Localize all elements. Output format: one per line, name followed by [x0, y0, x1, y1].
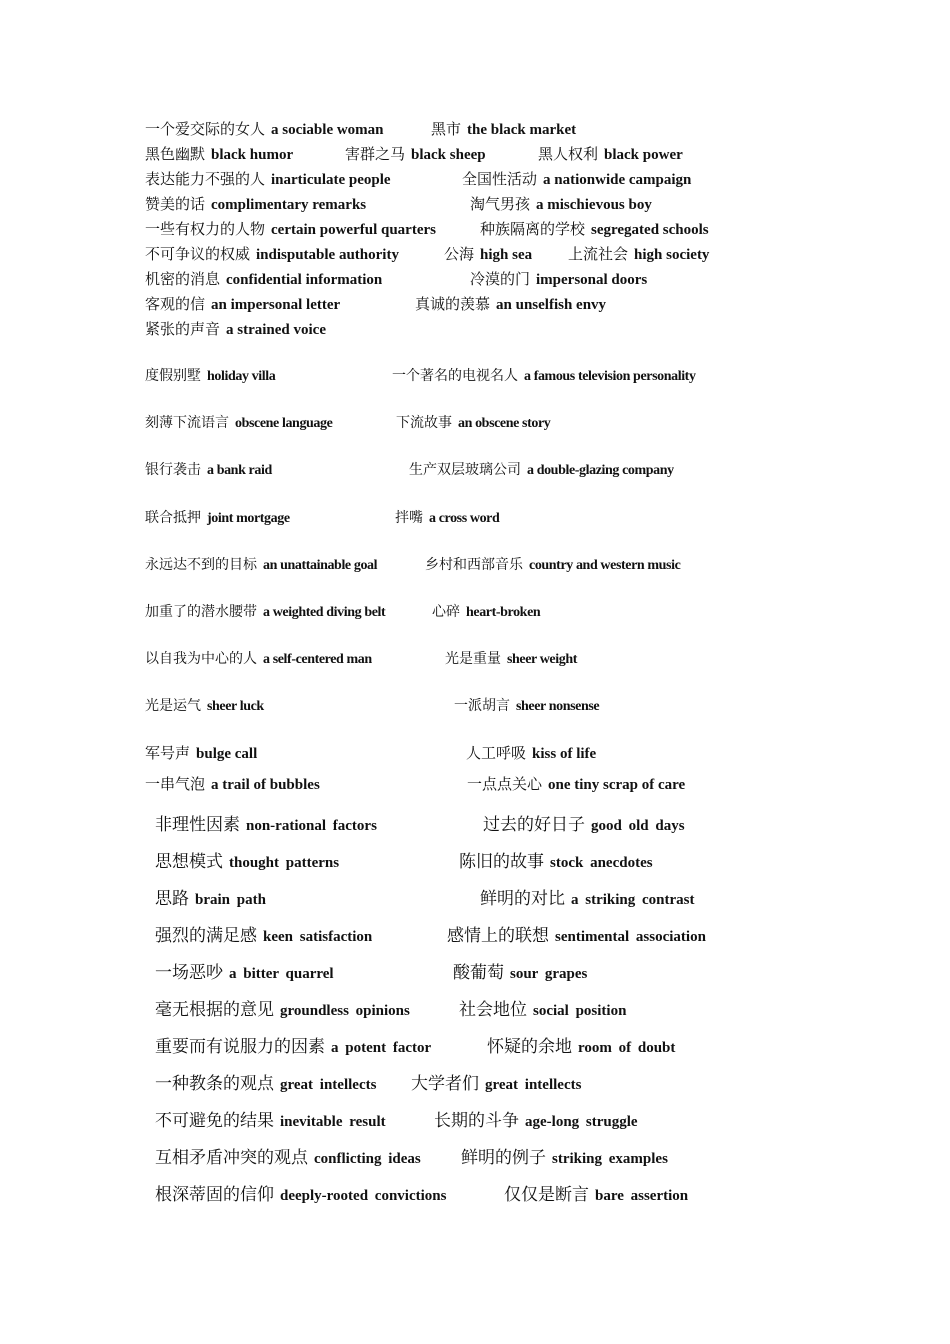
vocab-pair [155, 958, 334, 983]
vocab-line [0, 742, 950, 766]
english-term: inevitable result [280, 1114, 386, 1130]
vocab-pair [453, 958, 587, 983]
vocab-pair [470, 268, 647, 289]
vocab-line [0, 143, 950, 167]
vocab-line [0, 695, 950, 719]
chinese-term: 机密的消息 [145, 270, 221, 288]
vocab-pair [454, 695, 599, 715]
chinese-term: 黑人权利 [538, 145, 599, 163]
vocab-pair [155, 1069, 376, 1094]
vocab-pair [145, 695, 264, 715]
vocab-pair [145, 412, 332, 432]
vocab-line [0, 1069, 950, 1093]
english-term: a bitter quarrel [229, 966, 334, 982]
chinese-term: 害群之马 [345, 145, 406, 163]
vocab-pair [425, 554, 680, 574]
vocab-line [0, 773, 950, 797]
english-term: a mischievous boy [536, 197, 652, 213]
vocab-pair [155, 884, 266, 909]
chinese-term: 不可争议的权威 [145, 245, 251, 263]
vocab-pair [480, 884, 695, 909]
chinese-term: 心碎 [432, 604, 460, 620]
english-term: deeply-rooted convictions [280, 1188, 447, 1204]
vocab-line [0, 193, 950, 217]
english-term: non-rational factors [246, 818, 377, 834]
english-term: great intellects [485, 1077, 582, 1093]
vocab-pair [396, 412, 550, 432]
chinese-term: 一串气泡 [145, 775, 206, 793]
vocab-pair [483, 810, 685, 835]
chinese-term: 生产双层玻璃公司 [409, 462, 521, 478]
vocab-pair [434, 1106, 638, 1131]
vocab-pair [145, 773, 320, 794]
vocab-line [0, 1143, 950, 1167]
vocab-line [0, 921, 950, 945]
chinese-term: 思路 [155, 889, 189, 909]
chinese-term: 冷漠的门 [470, 270, 531, 288]
chinese-term: 一个爱交际的女人 [145, 120, 266, 138]
vocab-pair [445, 648, 577, 668]
vocab-line [0, 1180, 950, 1204]
english-term: bare assertion [595, 1188, 689, 1204]
vocab-pair [145, 168, 391, 189]
chinese-term: 黑色幽默 [145, 145, 206, 163]
vocab-pair [462, 168, 691, 189]
english-term: a sociable woman [271, 122, 384, 138]
vocab-pair [155, 810, 377, 835]
vocab-pair [411, 1069, 581, 1094]
english-term: a trail of bubbles [211, 777, 320, 793]
english-term: an impersonal letter [211, 297, 341, 313]
english-term: black sheep [411, 147, 486, 163]
english-term: bulge call [196, 746, 258, 762]
chinese-term: 一些有权力的人物 [145, 220, 266, 238]
english-term: obscene language [235, 416, 333, 431]
english-term: a bank raid [207, 463, 272, 478]
english-term: black humor [211, 147, 294, 163]
english-term: brain path [195, 892, 266, 908]
english-term: sentimental association [555, 929, 706, 945]
vocab-line [0, 168, 950, 192]
english-term: sheer weight [507, 652, 577, 667]
vocab-pair [504, 1180, 688, 1205]
chinese-term: 人工呼吸 [466, 744, 527, 762]
vocab-pair [395, 507, 499, 527]
english-term: an obscene story [458, 416, 551, 431]
vocab-pair [145, 218, 436, 239]
vocab-line [0, 293, 950, 317]
english-term: an unattainable goal [263, 558, 378, 573]
english-term: sheer nonsense [516, 699, 600, 714]
chinese-term: 仅仅是断言 [504, 1185, 589, 1205]
vocab-pair [155, 1143, 421, 1168]
english-term: groundless opinions [280, 1003, 410, 1019]
chinese-term: 以自我为中心的人 [145, 651, 257, 667]
vocab-pair [431, 118, 576, 139]
vocab-pair [145, 243, 399, 264]
vocab-pair [466, 742, 596, 763]
chinese-term: 光是重量 [445, 651, 501, 667]
vocab-pair [155, 1106, 386, 1131]
vocab-line [0, 847, 950, 871]
vocab-pair [145, 118, 384, 139]
english-term: sheer luck [207, 699, 264, 714]
chinese-term: 思想模式 [155, 852, 223, 872]
vocab-pair [538, 143, 683, 164]
chinese-term: 感情上的联想 [447, 926, 549, 946]
vocab-pair [487, 1032, 675, 1057]
vocab-pair [461, 1143, 668, 1168]
chinese-term: 非理性因素 [155, 815, 240, 835]
chinese-term: 表达能力不强的人 [145, 170, 266, 188]
english-term: a famous television personality [524, 369, 696, 384]
vocab-line [0, 507, 950, 531]
chinese-term: 种族隔离的学校 [480, 220, 586, 238]
chinese-term: 鲜明的对比 [480, 889, 565, 909]
vocab-line [0, 648, 950, 672]
vocab-pair [155, 921, 372, 946]
english-term: sour grapes [510, 966, 588, 982]
vocab-pair [459, 847, 653, 872]
chinese-term: 赞美的话 [145, 195, 206, 213]
chinese-term: 加重了的潜水腰带 [145, 604, 257, 620]
vocab-pair [467, 773, 685, 794]
vocab-pair [155, 1180, 446, 1205]
chinese-term: 乡村和西部音乐 [425, 557, 523, 573]
chinese-term: 大学者们 [411, 1074, 479, 1094]
english-term: room of doubt [578, 1040, 676, 1056]
english-term: segregated schools [591, 222, 709, 238]
english-term: conflicting ideas [314, 1151, 421, 1167]
english-term: high sea [480, 247, 533, 263]
english-term: joint mortgage [207, 511, 290, 526]
english-term: impersonal doors [536, 272, 648, 288]
chinese-term: 酸葡萄 [453, 963, 504, 983]
chinese-term: 度假别墅 [145, 368, 201, 384]
english-term: one tiny scrap of care [548, 777, 686, 793]
vocab-pair [444, 243, 532, 264]
vocab-pair [155, 1032, 431, 1057]
english-term: complimentary remarks [211, 197, 367, 213]
english-term: a nationwide campaign [543, 172, 692, 188]
english-term: social position [533, 1003, 627, 1019]
vocab-pair [568, 243, 709, 264]
chinese-term: 黑市 [431, 120, 462, 138]
chinese-term: 一个著名的电视名人 [392, 368, 518, 384]
english-term: age-long struggle [525, 1114, 638, 1130]
vocab-pair [145, 601, 385, 621]
english-term: great intellects [280, 1077, 377, 1093]
english-term: good old days [591, 818, 685, 834]
vocab-pair [145, 365, 275, 385]
vocab-pair [470, 193, 652, 214]
chinese-term: 重要而有说服力的因素 [155, 1037, 325, 1057]
english-term: country and western music [529, 558, 681, 573]
vocab-pair [145, 648, 372, 668]
chinese-term: 紧张的声音 [145, 320, 221, 338]
vocab-pair [145, 143, 293, 164]
english-term: striking examples [552, 1151, 668, 1167]
vocab-line [0, 554, 950, 578]
chinese-term: 联合抵押 [145, 510, 201, 526]
vocab-line [0, 601, 950, 625]
english-term: black power [604, 147, 683, 163]
english-term: indisputable authority [256, 247, 399, 263]
chinese-term: 军号声 [145, 744, 191, 762]
english-term: a cross word [429, 511, 500, 526]
english-term: inarticulate people [271, 172, 391, 188]
vocab-pair [480, 218, 709, 239]
english-term: a double-glazing company [527, 463, 674, 478]
chinese-term: 根深蒂固的信仰 [155, 1185, 274, 1205]
chinese-term: 一派胡言 [454, 698, 510, 714]
english-term: stock anecdotes [550, 855, 653, 871]
vocab-line [0, 995, 950, 1019]
vocab-line [0, 459, 950, 483]
chinese-term: 上流社会 [568, 245, 629, 263]
chinese-term: 长期的斗争 [434, 1111, 519, 1131]
chinese-term: 强烈的满足感 [155, 926, 257, 946]
chinese-term: 光是运气 [145, 698, 201, 714]
english-term: a weighted diving belt [263, 605, 386, 620]
vocab-line [0, 243, 950, 267]
english-term: a potent factor [331, 1040, 432, 1056]
chinese-term: 一种教条的观点 [155, 1074, 274, 1094]
vocab-pair [345, 143, 486, 164]
vocab-pair [409, 459, 674, 479]
english-term: a strained voice [226, 322, 326, 338]
vocab-pair [145, 459, 272, 479]
vocab-line [0, 1032, 950, 1056]
english-term: confidential information [226, 272, 383, 288]
chinese-term: 不可避免的结果 [155, 1111, 274, 1131]
vocab-line [0, 1106, 950, 1130]
vocab-pair [392, 365, 696, 385]
vocab-line [0, 810, 950, 834]
vocab-line [0, 268, 950, 292]
chinese-term: 过去的好日子 [483, 815, 585, 835]
chinese-term: 全国性活动 [462, 170, 538, 188]
chinese-term: 互相矛盾冲突的观点 [155, 1148, 308, 1168]
vocab-line [0, 884, 950, 908]
vocab-line [0, 365, 950, 389]
english-term: the black market [467, 122, 577, 138]
chinese-term: 怀疑的余地 [487, 1037, 572, 1057]
vocab-line [0, 958, 950, 982]
chinese-term: 淘气男孩 [470, 195, 531, 213]
chinese-term: 拌嘴 [395, 510, 423, 526]
chinese-term: 社会地位 [459, 1000, 527, 1020]
vocab-pair [145, 742, 257, 763]
vocab-pair [155, 995, 410, 1020]
chinese-term: 鲜明的例子 [461, 1148, 546, 1168]
english-term: heart-broken [466, 605, 541, 620]
vocab-line [0, 318, 950, 342]
vocab-line [0, 118, 950, 142]
vocab-pair [432, 601, 540, 621]
chinese-term: 一点点关心 [467, 775, 543, 793]
vocab-pair [145, 554, 377, 574]
english-term: holiday villa [207, 369, 276, 384]
english-term: keen satisfaction [263, 929, 373, 945]
vocab-pair [145, 318, 326, 339]
chinese-term: 公海 [444, 245, 475, 263]
chinese-term: 真诚的羡慕 [415, 295, 491, 313]
vocab-pair [155, 847, 339, 872]
vocab-line [0, 218, 950, 242]
chinese-term: 陈旧的故事 [459, 852, 544, 872]
vocab-pair [459, 995, 626, 1020]
vocab-pair [415, 293, 606, 314]
chinese-term: 刻薄下流语言 [145, 415, 229, 431]
vocab-pair [145, 507, 290, 527]
chinese-term: 一场恶吵 [155, 963, 223, 983]
english-term: a striking contrast [571, 892, 695, 908]
chinese-term: 客观的信 [145, 295, 206, 313]
chinese-term: 毫无根据的意见 [155, 1000, 274, 1020]
vocab-pair [145, 268, 382, 289]
english-term: high society [634, 247, 710, 263]
english-term: kiss of life [532, 746, 597, 762]
vocab-line [0, 412, 950, 436]
english-term: a self-centered man [263, 652, 372, 667]
english-term: thought patterns [229, 855, 340, 871]
english-term: certain powerful quarters [271, 222, 436, 238]
chinese-term: 银行袭击 [145, 462, 201, 478]
vocab-pair [145, 293, 340, 314]
chinese-term: 下流故事 [396, 415, 452, 431]
english-term: an unselfish envy [496, 297, 607, 313]
chinese-term: 永远达不到的目标 [145, 557, 257, 573]
vocab-pair [447, 921, 706, 946]
vocab-pair [145, 193, 366, 214]
